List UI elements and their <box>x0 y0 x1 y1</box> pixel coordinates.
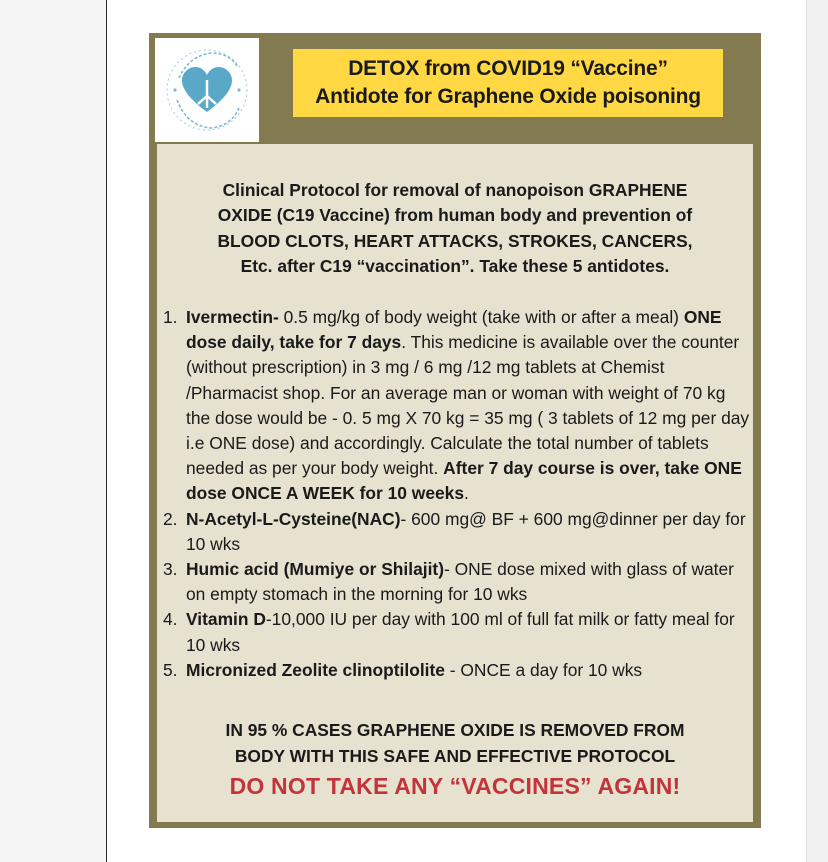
antidote-detail: . <box>464 483 469 504</box>
poster-header <box>149 33 761 141</box>
list-item <box>163 658 753 683</box>
antidote-name: Humic acid (Mumiye or Shilajit) <box>186 559 445 580</box>
antidote-detail: - 600 mg@ BF + 600 mg@dinner per day for 10 wks <box>186 508 746 554</box>
protocol-intro <box>157 178 753 280</box>
warning-text: DO NOT TAKE ANY “VACCINES” AGAIN! <box>229 773 681 799</box>
item-text <box>186 307 749 503</box>
antidote-list <box>163 305 753 683</box>
organization-logo <box>155 38 259 142</box>
antidote-name: N-Acetyl-L-Cysteine(NAC) <box>186 508 401 529</box>
item-number: 3. <box>163 559 178 580</box>
item-number: 4. <box>163 609 178 630</box>
detox-poster <box>149 33 761 828</box>
closing-line-1: IN 95 % CASES GRAPHENE OXIDE IS REMOVED FROM <box>225 720 685 740</box>
antidote-emphasis: After 7 day course is over, take ONE dose ONCE A WEEK for 10 weeks <box>186 458 742 504</box>
list-item <box>163 305 753 507</box>
item-text <box>186 559 734 604</box>
list-item <box>163 607 753 657</box>
intro-line-4: Etc. after C19 “vaccination”. Take these 5 antidotes. <box>240 256 670 277</box>
antidote-detail: . This medicine is available over the counter (without prescription) in 3 mg / 6 mg /12 mg tablets at Chemist /Pharmacist shop. For an average man or woman with weight of 70 kg the dose would be - 0. 5 mg X 70 kg = 35 mg ( 3 tablets of 12 mg per day i.e ONE dose) and accordingly. Calculate the total number of tablets needed as per your body weight. <box>186 332 750 479</box>
closing-block <box>157 718 753 803</box>
item-number: 2. <box>163 508 178 529</box>
title-line-1: DETOX from COVID19 “Vaccine” <box>348 57 668 80</box>
item-text <box>186 660 642 680</box>
heart-peace-logo-icon <box>155 38 259 142</box>
list-item <box>163 507 753 557</box>
item-text <box>186 609 735 654</box>
antidote-name: Ivermectin- <box>186 307 279 327</box>
intro-line-2: OXIDE (C19 Vaccine) from human body and prevention of <box>217 205 693 226</box>
antidote-detail: - ONCE a day for 10 wks <box>444 659 643 680</box>
title-banner <box>293 49 723 117</box>
intro-line-1: Clinical Protocol for removal of nanopoison GRAPHENE <box>222 180 688 200</box>
item-number: 5. <box>163 659 178 680</box>
antidote-name: Micronized Zeolite clinoptilolite <box>186 659 445 680</box>
antidote-detail: - ONE dose mixed with glass of water on empty stomach in the morning for 10 wks <box>186 559 734 605</box>
title-line-2: Antidote for Graphene Oxide poisoning <box>315 85 701 108</box>
scroll-gutter <box>806 0 828 862</box>
item-text <box>186 509 746 554</box>
antidote-detail: -10,000 IU per day with 100 ml of full fat milk or fatty meal for 10 wks <box>186 609 735 655</box>
poster-body <box>157 144 753 822</box>
item-number: 1. <box>163 307 178 327</box>
antidote-name: Vitamin D <box>186 609 266 630</box>
intro-line-3: BLOOD CLOTS, HEART ATTACKS, STROKES, CANCERS, <box>217 230 693 251</box>
list-item <box>163 557 753 607</box>
left-margin <box>0 0 106 862</box>
antidote-emphasis: ONE dose daily, take for 7 days <box>186 307 722 353</box>
antidote-detail: 0.5 mg/kg of body weight (take with or after a meal) <box>278 307 684 327</box>
closing-line-2: BODY WITH THIS SAFE AND EFFECTIVE PROTOCOL <box>234 745 676 766</box>
